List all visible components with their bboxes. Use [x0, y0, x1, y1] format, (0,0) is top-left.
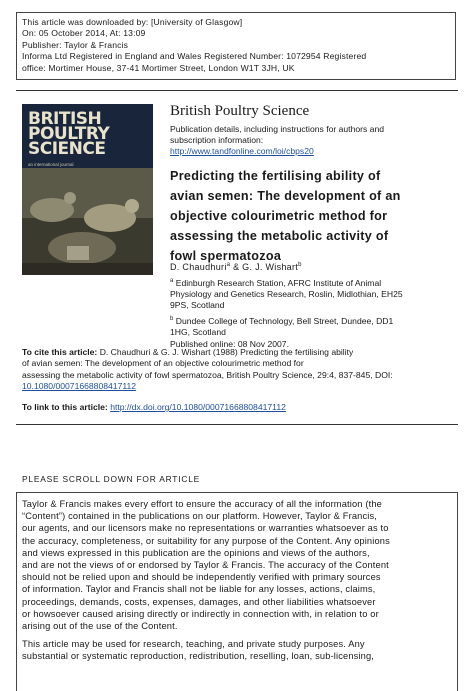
- citation-label: To cite this article:: [22, 347, 100, 357]
- disclaimer-paragraph: This article may be used for research, teaching, and private study purposes. Any substantial or systematic reproduction, redistribution, reselling, loan, sub-licensing,: [22, 639, 375, 662]
- cover-birds-illustration: [22, 168, 153, 275]
- published-date: Published online: 08 Nov 2007.: [170, 339, 289, 349]
- cover-subtitle: an international journal: [28, 162, 74, 167]
- affiliation-b: $^b$ Dundee College of Technology, Bell Street, Dundee, DD1 1HG, Scotland: [170, 315, 394, 337]
- authors: D. Chaudhuri$^a$ & G. J. Wishart$^b$: [170, 262, 302, 272]
- divider-bottom: [16, 424, 458, 425]
- download-info-box: [16, 12, 456, 80]
- journal-link[interactable]: http://www.tandfonline.com/loi/cbps20: [170, 146, 314, 156]
- download-info-line: office: Mortimer House, 37-41 Mortimer Street, London W1T 3JH, UK: [22, 62, 295, 73]
- link-to-article: To link to this article: http://dx.doi.org/10.1080/00071668808417112: [22, 402, 286, 412]
- download-info-line: This article was downloaded by: [University of Glasgow]: [22, 17, 243, 27]
- citation-doi-link[interactable]: 10.1080/00071668808417112: [22, 380, 137, 391]
- article-doi-link[interactable]: http://dx.doi.org/10.1080/00071668808417112: [110, 402, 286, 412]
- download-info-line: On: 05 October 2014, At: 13:09: [22, 28, 146, 39]
- cover-title: BRITISH POULTRY SCIENCE: [28, 109, 110, 159]
- disclaimer-paragraph: Taylor & Francis makes every effort to ensure the accuracy of all the information (the “Content”) contained in the publications on our platform. However, Taylor & Francis, our agents, and our licensors make no representations or warranties whatsoever as to the accuracy, completeness, or suitability for any purpose of the Content. Any opinions and views expressed in this publication are the opinions and views of the authors, and are not the views of or endorsed by Taylor & Francis. The accuracy of the Content should not be relied upon and should be independently verified with primary sources of information. Taylor and Francis shall not be liable for any losses, actions, claims, proceedings, demands, costs, expenses, damages, and other liabilities whatsoever or howsoever caused arising directly or indirectly in connection with, in relation to or arising out of the use of the Content.: [22, 499, 390, 632]
- divider-top: [16, 90, 458, 91]
- affiliation-a: $^a$ Edinburgh Research Station, AFRC Institute of Animal Physiology and Genetics Research, Roslin, Midlothian, EH25 9PS, Scotland: [170, 277, 403, 310]
- disclaimer-box: [16, 492, 458, 691]
- journal-title: British Poultry Science: [170, 103, 310, 119]
- download-info-line: Publisher: Taylor & Francis: [22, 39, 129, 50]
- scroll-note: PLEASE SCROLL DOWN FOR ARTICLE: [22, 474, 201, 484]
- citation-block: To cite this article: D. Chaudhuri & G. J. Wishart (1988) Predicting the fertilising ability of avian semen: The development of an objective colourimetric method for assessing the metabolic activity of fowl spermatozoa, British Poultry Science, 29:4, 837-845, DOI: 10.1080/00071668808417112: [22, 347, 393, 391]
- download-info-line: Informa Ltd Registered in England and Wales Registered Number: 1072954 Registered: [22, 51, 367, 62]
- article-title: Predicting the fertilising ability of avian semen: The development of an objective colourimetric method for assessing the metabolic activity of fowl spermatozoa: [170, 169, 401, 263]
- journal-cover-image: [22, 104, 153, 275]
- publication-details: Publication details, including instructions for authors and subscription information: http://www.tandfonline.com/loi/cbps20: [170, 124, 385, 156]
